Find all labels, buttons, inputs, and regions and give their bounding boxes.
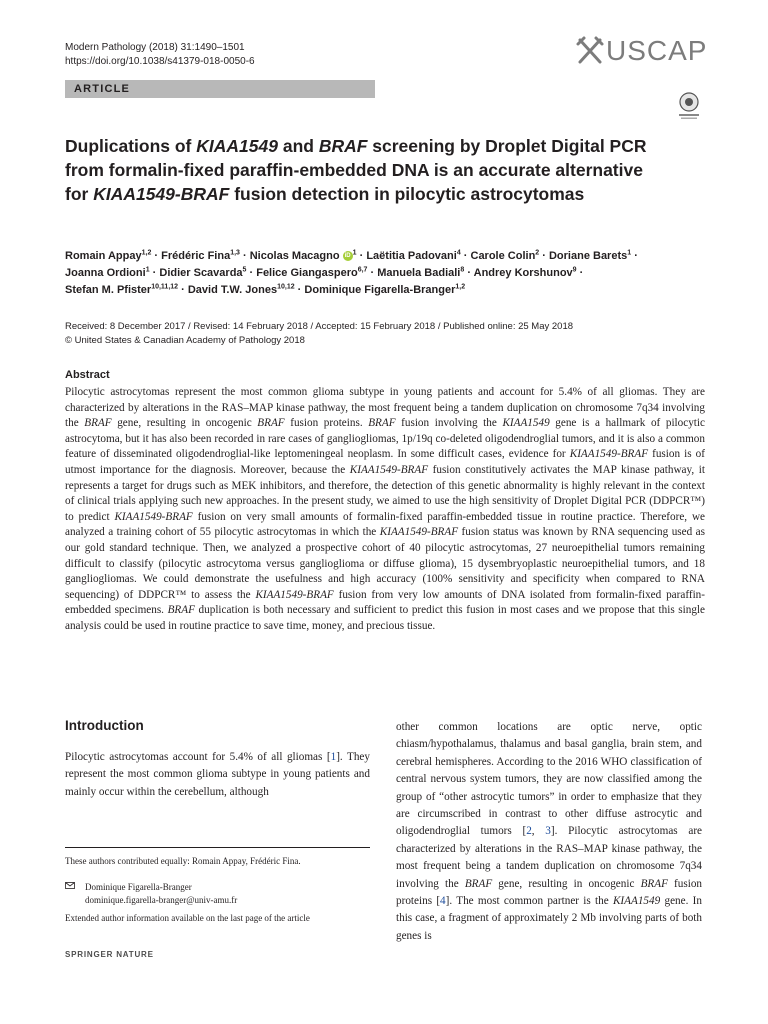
affiliation-sup[interactable]: 10,11,12 — [151, 283, 179, 291]
author-name[interactable]: Romain Appay — [65, 250, 142, 262]
abstract-heading: Abstract — [65, 369, 110, 381]
journal-doi[interactable]: https://doi.org/10.1038/s41379-018-0050-6 — [65, 56, 255, 67]
author-name[interactable]: Manuela Badiali — [377, 267, 461, 279]
author-list: Romain Appay$^{1,2}$ · Frédéric Fina$^{1,3}$ · Nicolas Macagno iD $^1$ · Laëtitia Padovani$^4$ · Carole Colin$^2$ · Doriane Barets$^1$ · Joanna Ordioni$^1$ · Didier Scavarda$^5$ · Felice Giangaspero$^{6,7}$ · Manuela Badiali$^8$ · Andrey Korshunov$^9$ · Stefan M. Pfister$^{10,11,12}$ · David T.W. Jones$^{10,12}$ · Dominique Figarella-Branger$^{1,2}$ — [65, 249, 638, 296]
author-name[interactable]: Nicolas Macagno — [249, 250, 340, 262]
uscap-logo-text: USCAP — [606, 35, 708, 66]
publication-dates — [65, 320, 705, 348]
publisher-logo: SPRINGER NATURE — [65, 950, 154, 959]
author-name[interactable]: Laëtitia Padovani — [366, 250, 457, 262]
gene-name: KIAA1549-BRAF — [93, 184, 230, 204]
journal-header — [65, 41, 255, 69]
gene-name: BRAF — [318, 136, 368, 156]
copyright-line: © United States & Canadian Academy of Pathology 2018 — [65, 335, 305, 346]
article-title: Duplications of KIAA1549 and BRAF screening by Droplet Digital PCR from formalin-fixed paraffin-embedded DNA is an accurate alternative for KIAA1549-BRAF fusion detection in pilocytic astrocytomas — [65, 136, 647, 204]
journal-citation: Modern Pathology (2018) 31:1490–1501 — [65, 42, 245, 53]
dates-line: Received: 8 December 2017 / Revised: 14 February 2018 / Accepted: 15 February 2018 / Published online: 25 May 2018 — [65, 321, 574, 332]
affiliation-sup[interactable]: 2 — [535, 249, 540, 257]
article-type-label: ARTICLE — [74, 83, 131, 95]
abstract-text: Pilocytic astrocytomas represent the most common glioma subtype in young patients and account for 5.4% of all gliomas. They are characterized by alterations in the RAS–MAP kinase pathway, the most frequent being a tandem duplication on chromosome 7q34 involving the BRAF gene, resulting in oncogenic BRAF fusion proteins. BRAF fusion involving the KIAA1549 gene is a hallmark of pilocytic astrocytoma, but it has also been recorded in rare cases of gangliogliomas, 1p/19q co-deleted oligodendroglial tumors, and it is also a common feature of disseminated oligodendroglial-like leptomeningeal neoplasm. In some difficult cases, evidence for KIAA1549-BRAF fusion is of utmost importance for the diagnosis. Moreover, because the KIAA1549-BRAF fusion constitutively activates the MAP kinase pathway, it represents a target for drugs such as MEK inhibitors, and therefore, the detection of this genetic abnormality is highly relevant in the context of clinical trials applying such new approaches. In the present study, we aimed to use the high sensitivity of Droplet Digital PCR (DDPCR™) to predict KIAA1549-BRAF fusion on very small amounts of formalin-fixed paraffin-embedded tissue in routine practice. Therefore, we analyzed a training cohort of 55 pilocytic astrocytomas in which the KIAA1549-BRAF fusion status was known by RNA sequencing used as our gold standard technique. Then, we analyzed a prospective cohort of 40 pilocytic astrocytomas, 27 neuroepithelial tumors remaining difficult to classify (pilocytic astrocytoma versus ganglioglioma or diffuse glioma), 15 dysembryoplastic neuroepithelial tumors, and 18 gangliogliomas. We could demonstrate the usefulness and high accuracy (100% sensitivity and specificity when compared to RNA sequencing) of DDPCR™ to assess the KIAA1549-BRAF fusion from very low amounts of DNA isolated from formalin-fixed paraffin-embedded specimens. BRAF duplication is both necessary and sufficient to predict this fusion in most cases and we propose that this single analysis could be used in routine practice to save time, money, and precious tissue. — [65, 386, 706, 632]
affiliation-sup[interactable]: 1,2 — [455, 283, 466, 291]
gene-name: KIAA1549 — [196, 136, 278, 156]
author-name[interactable]: Felice Giangaspero — [256, 267, 358, 279]
citation-link[interactable]: 3 — [545, 825, 551, 838]
extended-author-info-note: Extended author information available on the last page of the article — [65, 913, 310, 923]
author-name[interactable]: Carole Colin — [470, 250, 536, 262]
affiliation-sup[interactable]: 10,12 — [277, 283, 295, 291]
introduction-left-column: Pilocytic astrocytomas account for 5.4% of all gliomas [1]. They represent the most common glioma subtype in young patients and mainly occur within the cerebellum, although — [65, 751, 370, 798]
envelope-icon — [65, 882, 75, 889]
affiliation-sup[interactable]: 6,7 — [357, 266, 368, 274]
check-for-updates-icon[interactable] — [676, 91, 702, 121]
author-name[interactable]: David T.W. Jones — [187, 284, 278, 296]
author-name[interactable]: Doriane Barets — [548, 250, 628, 262]
author-name[interactable]: Frédéric Fina — [161, 250, 231, 262]
orcid-icon[interactable]: iD — [344, 253, 351, 260]
introduction-heading: Introduction — [65, 718, 144, 733]
author-name[interactable]: Stefan M. Pfister — [65, 284, 152, 296]
affiliation-sup[interactable]: 4 — [456, 249, 461, 257]
affiliation-sup[interactable]: 5 — [242, 266, 247, 274]
author-name[interactable]: Dominique Figarella-Branger — [304, 284, 456, 296]
affiliation-sup[interactable]: 9 — [572, 266, 577, 274]
corresponding-author-email[interactable]: dominique.figarella-branger@univ-amu.fr — [85, 895, 238, 905]
author-name[interactable]: Didier Scavarda — [159, 267, 243, 279]
equal-contribution-note: These authors contributed equally: Romain Appay, Frédéric Fina. — [65, 856, 301, 866]
citation-link[interactable]: 2 — [526, 825, 532, 838]
citation-link[interactable]: 4 — [440, 895, 446, 908]
affiliation-sup[interactable]: 1 — [627, 249, 632, 257]
affiliation-sup[interactable]: 1,3 — [230, 249, 240, 257]
affiliation-sup[interactable]: 1,2 — [141, 249, 152, 257]
corresponding-author-name: Dominique Figarella-Branger — [85, 882, 192, 892]
citation-link[interactable]: 1 — [330, 751, 337, 763]
author-name[interactable]: Joanna Ordioni — [65, 267, 146, 279]
author-name[interactable]: Andrey Korshunov — [473, 267, 573, 279]
affiliation-sup[interactable]: 8 — [460, 266, 465, 274]
affiliation-sup[interactable]: 1 — [145, 266, 150, 274]
footnote-divider — [65, 847, 370, 848]
affiliation-sup[interactable]: 1 — [352, 249, 357, 257]
introduction-right-column: other common locations are optic nerve, optic chiasm/hypothalamus, thalamus and basal ganglia, brain stem, and cerebral hemispheres. According to the 2016 WHO classification of central nervous system tumors, they are now classified among the group of “other astrocytic tumors” in order to emphasize that they are circumscribed in contrast to other diffuse astrocytic and oligodendroglial tumors [2, 3]. Pilocytic astrocytomas are characterized by alterations in the RAS–MAP kinase pathway, the most frequent being a tandem duplication on chromosome 7q34 involving the BRAF gene, resulting in oncogenic BRAF fusion proteins [4]. The most common partner is the KIAA1549 gene. In this case, a fragment of approximately 2 Mb involving parts of both genes is — [396, 721, 703, 942]
